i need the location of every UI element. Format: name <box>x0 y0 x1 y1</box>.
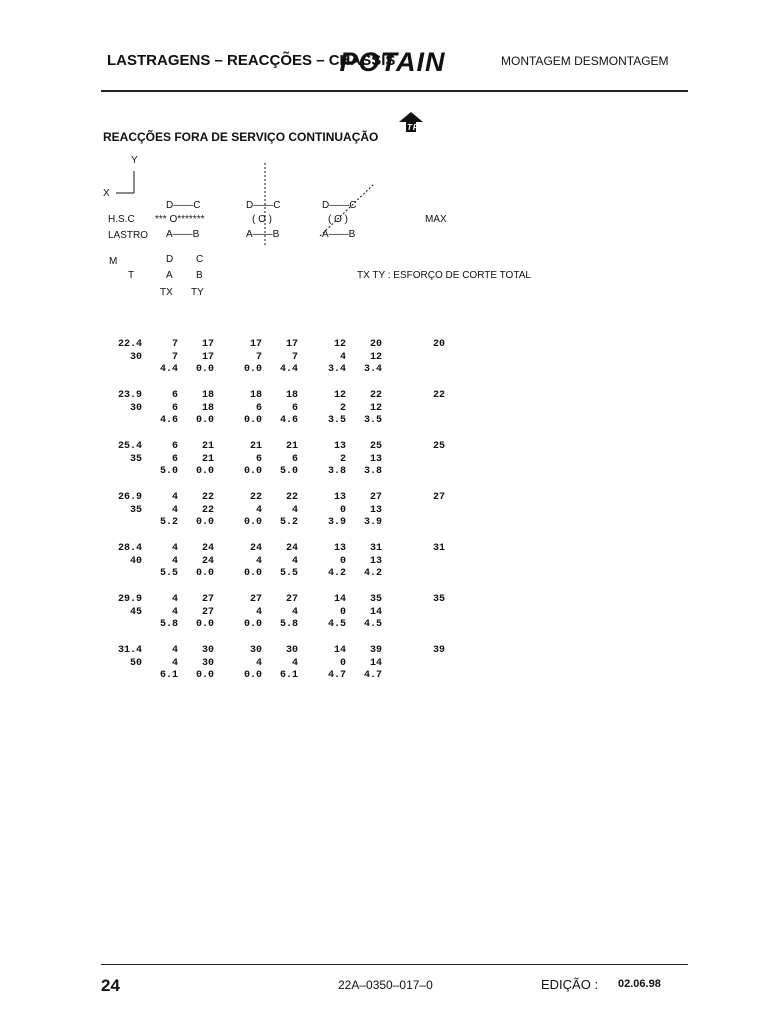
row-t: 50 <box>129 657 142 669</box>
table-cell-c5: 3.9 <box>327 517 346 528</box>
document-reference: 22A–0350–017–0 <box>338 978 433 992</box>
table-cell-c5: 4.7 <box>327 670 346 681</box>
row-moment: 26.9 <box>117 492 142 503</box>
table-cell-c5: 3.8 <box>327 466 346 477</box>
table-cell-c5: 2 <box>339 402 346 414</box>
table-cell-c1: 6.1 <box>159 670 178 681</box>
m-label: M <box>109 256 118 267</box>
legend-dc-2: D——C <box>246 200 281 211</box>
table-cell-c4: 27 <box>285 594 298 605</box>
hsc-label: H.S.C <box>108 214 135 225</box>
tx-label: TX <box>160 287 173 298</box>
table-cell-c4: 24 <box>285 543 298 554</box>
table-cell-c1: 7 <box>171 339 178 350</box>
table-cell-c3: 17 <box>249 339 262 350</box>
table-cell-c1: 7 <box>171 351 178 363</box>
table-cell-c3: 7 <box>255 351 262 363</box>
row-t: 45 <box>129 606 142 618</box>
table-cell-c4: 4 <box>291 504 298 516</box>
table-cell-c4: 7 <box>291 351 298 363</box>
row-max: 25 <box>432 441 445 452</box>
table-cell-c5: 12 <box>333 339 346 350</box>
table-cell-c3: 0.0 <box>243 568 262 579</box>
table-cell-c1: 6 <box>171 441 178 452</box>
axis-y-label: Y <box>131 155 138 166</box>
table-cell-c5: 3.4 <box>327 364 346 375</box>
table-cell-c5: 3.5 <box>327 415 346 426</box>
table-cell-c5: 4.2 <box>327 568 346 579</box>
table-cell-c2: 22 <box>201 504 214 516</box>
table-cell-c2: 0.0 <box>195 568 214 579</box>
table-cell-c4: 17 <box>285 339 298 350</box>
legend-dc-1: D——C <box>166 200 201 211</box>
table-cell-c5: 2 <box>339 453 346 465</box>
table-cell-c4: 5.0 <box>279 466 298 477</box>
row-t: 35 <box>129 504 142 516</box>
table-cell-c2: 17 <box>201 339 214 350</box>
table-cell-c2: 0.0 <box>195 619 214 630</box>
table-cell-c2: 0.0 <box>195 364 214 375</box>
table-cell-c6: 4.2 <box>363 568 382 579</box>
table-cell-c6: 13 <box>369 453 382 465</box>
row-t: 30 <box>129 351 142 363</box>
table-cell-c3: 27 <box>249 594 262 605</box>
legend-ab-3: A——B <box>322 229 356 240</box>
table-cell-c6: 12 <box>369 351 382 363</box>
table-cell-c6: 14 <box>369 606 382 618</box>
edition-date: 02.06.98 <box>618 978 661 990</box>
table-cell-c6: 14 <box>369 657 382 669</box>
table-cell-c3: 0.0 <box>243 415 262 426</box>
table-cell-c3: 6 <box>255 453 262 465</box>
legend-ab-1: A——B <box>166 229 200 240</box>
section-title: REACÇÕES FORA DE SERVIÇO CONTINUAÇÃO <box>103 130 379 144</box>
row-t: 35 <box>129 453 142 465</box>
table-cell-c3: 4 <box>255 504 262 516</box>
table-cell-c3: 30 <box>249 645 262 656</box>
table-cell-c6: 20 <box>369 339 382 350</box>
t-label: T <box>128 270 135 281</box>
table-cell-c2: 17 <box>201 351 214 363</box>
table-cell-c3: 22 <box>249 492 262 503</box>
table-cell-c4: 21 <box>285 441 298 452</box>
table-cell-c5: 14 <box>333 645 346 656</box>
table-cell-c1: 4.4 <box>159 364 178 375</box>
txty-note: TX TY : ESFORÇO DE CORTE TOTAL <box>357 270 531 281</box>
table-cell-c4: 22 <box>285 492 298 503</box>
max-label: MAX <box>425 214 447 225</box>
table-cell-c4: 4 <box>291 606 298 618</box>
table-cell-c2: 27 <box>201 594 214 605</box>
svg-text:TP: TP <box>406 123 419 132</box>
table-cell-c3: 0.0 <box>243 619 262 630</box>
table-cell-c4: 5.8 <box>279 619 298 630</box>
table-cell-c1: 4 <box>171 504 178 516</box>
table-cell-c3: 0.0 <box>243 466 262 477</box>
table-cell-c2: 21 <box>201 441 214 452</box>
table-cell-c2: 27 <box>201 606 214 618</box>
table-cell-c1: 6 <box>171 402 178 414</box>
table-cell-c3: 18 <box>249 390 262 401</box>
table-cell-c5: 0 <box>339 657 346 669</box>
c-label: C <box>196 254 204 265</box>
ty-label: TY <box>191 287 204 298</box>
row-max: 22 <box>432 390 445 401</box>
table-cell-c5: 12 <box>333 390 346 401</box>
b-label: B <box>196 270 203 281</box>
table-cell-c3: 24 <box>249 543 262 554</box>
document-section: MONTAGEM DESMONTAGEM <box>501 54 669 68</box>
axis-x-label: X <box>103 188 110 199</box>
row-moment: 28.4 <box>117 543 142 554</box>
table-cell-c3: 0.0 <box>243 517 262 528</box>
row-moment: 23.9 <box>117 390 142 401</box>
table-cell-c6: 39 <box>369 645 382 656</box>
table-cell-c1: 6 <box>171 390 178 401</box>
table-cell-c5: 4 <box>339 351 346 363</box>
table-cell-c3: 4 <box>255 555 262 567</box>
row-max: 31 <box>432 543 445 554</box>
row-moment: 25.4 <box>117 441 142 452</box>
table-cell-c6: 27 <box>369 492 382 503</box>
a-label: A <box>166 270 173 281</box>
circle-o-3: ( O ) <box>328 214 348 225</box>
table-cell-c5: 14 <box>333 594 346 605</box>
table-cell-c6: 3.4 <box>363 364 382 375</box>
table-cell-c5: 13 <box>333 543 346 554</box>
table-cell-c1: 4 <box>171 645 178 656</box>
table-cell-c4: 6 <box>291 402 298 414</box>
row-max: 27 <box>432 492 445 503</box>
table-cell-c6: 3.8 <box>363 466 382 477</box>
table-cell-c6: 4.5 <box>363 619 382 630</box>
d-label: D <box>166 254 174 265</box>
document-title: LASTRAGENS – REACÇÕES – CHASSIS <box>107 52 396 69</box>
table-cell-c2: 0.0 <box>195 670 214 681</box>
table-cell-c6: 13 <box>369 555 382 567</box>
row-t: 30 <box>129 402 142 414</box>
table-cell-c6: 13 <box>369 504 382 516</box>
table-cell-c1: 4.6 <box>159 415 178 426</box>
table-cell-c1: 6 <box>171 453 178 465</box>
table-cell-c5: 0 <box>339 606 346 618</box>
table-cell-c1: 4 <box>171 543 178 554</box>
table-cell-c3: 4 <box>255 657 262 669</box>
table-cell-c6: 35 <box>369 594 382 605</box>
table-cell-c2: 0.0 <box>195 517 214 528</box>
table-cell-c4: 4.6 <box>279 415 298 426</box>
table-cell-c3: 21 <box>249 441 262 452</box>
table-cell-c5: 13 <box>333 441 346 452</box>
table-cell-c6: 3.9 <box>363 517 382 528</box>
table-cell-c6: 4.7 <box>363 670 382 681</box>
page-number: 24 <box>101 976 120 995</box>
legend-ab-2: A——B <box>246 229 280 240</box>
table-cell-c5: 4.5 <box>327 619 346 630</box>
row-max: 35 <box>432 594 445 605</box>
table-cell-c1: 5.5 <box>159 568 178 579</box>
row-max: 39 <box>432 645 445 656</box>
table-cell-c1: 4 <box>171 492 178 503</box>
row-moment: 29.9 <box>117 594 142 605</box>
table-cell-c4: 30 <box>285 645 298 656</box>
table-cell-c2: 0.0 <box>195 415 214 426</box>
table-cell-c4: 4.4 <box>279 364 298 375</box>
table-cell-c1: 4 <box>171 594 178 605</box>
table-cell-c1: 5.0 <box>159 466 178 477</box>
row-moment: 31.4 <box>117 645 142 656</box>
table-cell-c2: 30 <box>201 645 214 656</box>
table-cell-c6: 3.5 <box>363 415 382 426</box>
row-max: 20 <box>432 339 445 350</box>
lastro-label: LASTRO <box>108 230 149 241</box>
table-cell-c2: 21 <box>201 453 214 465</box>
table-cell-c1: 5.8 <box>159 619 178 630</box>
hsc-pattern: *** O******* <box>155 214 205 225</box>
table-cell-c1: 5.2 <box>159 517 178 528</box>
table-cell-c2: 24 <box>201 543 214 554</box>
table-cell-c2: 24 <box>201 555 214 567</box>
table-cell-c6: 22 <box>369 390 382 401</box>
footer-divider <box>101 964 688 965</box>
table-cell-c4: 4 <box>291 555 298 567</box>
table-cell-c2: 22 <box>201 492 214 503</box>
table-cell-c4: 5.5 <box>279 568 298 579</box>
circle-o-2: ( O ) <box>252 214 272 225</box>
table-cell-c4: 6.1 <box>279 670 298 681</box>
table-cell-c5: 13 <box>333 492 346 503</box>
table-cell-c6: 12 <box>369 402 382 414</box>
table-cell-c2: 18 <box>201 390 214 401</box>
table-cell-c4: 6 <box>291 453 298 465</box>
table-cell-c2: 30 <box>201 657 214 669</box>
table-cell-c1: 4 <box>171 555 178 567</box>
legend-dc-3: D——C <box>322 200 357 211</box>
table-cell-c4: 4 <box>291 657 298 669</box>
table-cell-c3: 6 <box>255 402 262 414</box>
brand-name: POTAIN <box>339 47 446 77</box>
table-cell-c5: 0 <box>339 555 346 567</box>
table-cell-c3: 4 <box>255 606 262 618</box>
table-cell-c2: 0.0 <box>195 466 214 477</box>
table-cell-c3: 0.0 <box>243 670 262 681</box>
table-cell-c4: 18 <box>285 390 298 401</box>
table-cell-c5: 0 <box>339 504 346 516</box>
table-cell-c2: 18 <box>201 402 214 414</box>
row-t: 40 <box>129 555 142 567</box>
table-cell-c3: 0.0 <box>243 364 262 375</box>
edition-label: EDIÇÃO : <box>541 977 599 992</box>
table-cell-c1: 4 <box>171 657 178 669</box>
row-moment: 22.4 <box>117 339 142 350</box>
table-cell-c6: 25 <box>369 441 382 452</box>
table-cell-c6: 31 <box>369 543 382 554</box>
table-cell-c1: 4 <box>171 606 178 618</box>
table-cell-c4: 5.2 <box>279 517 298 528</box>
